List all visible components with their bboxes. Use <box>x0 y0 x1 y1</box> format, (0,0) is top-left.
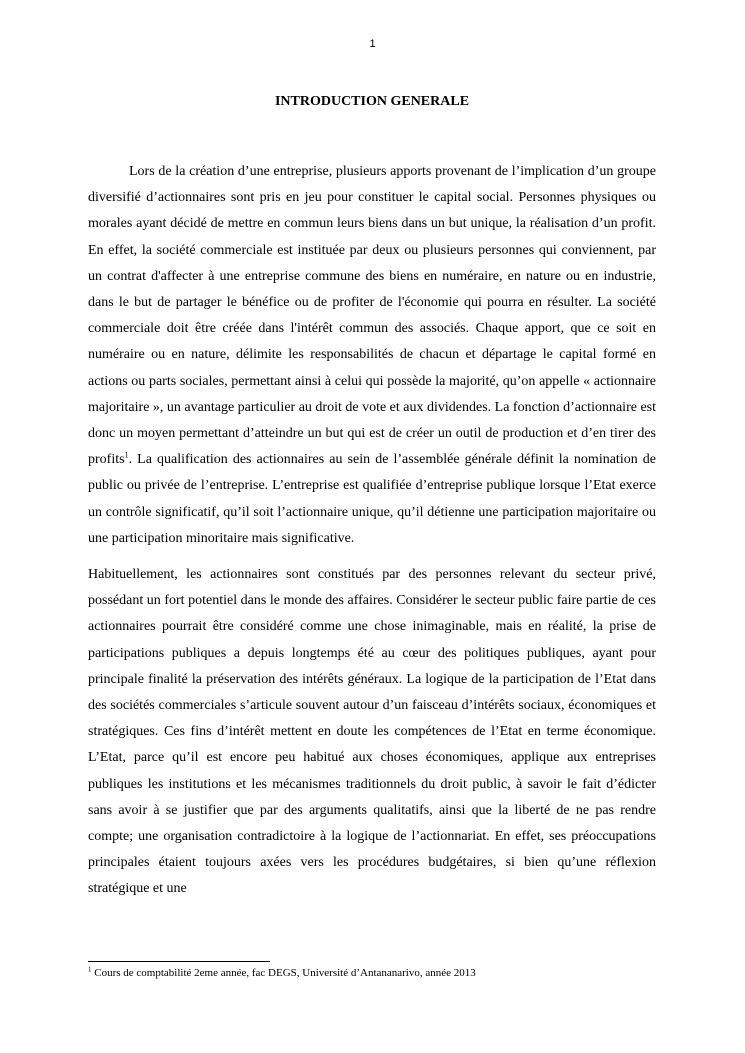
paragraph-2: Habituellement, les actionnaires sont constitués par des personnes relevant du secteur privé, possédant un fort potentiel dans le monde des affaires. Considérer le secteur public faire partie de ces actionnaires pourrait être considéré comme une chose inimaginable, mais en réalité, la prise de participations publiques a depuis longtemps été au cœur des politiques publiques, ayant pour principale finalité la préservation des intérêts généraux. La logique de la participation de l’Etat dans des sociétés commerciales s’articule souvent autour d’un faisceau d’intérêts sociaux, économiques et stratégiques. Ces fins d’intérêt mettent en doute les compétences de l’Etat en terme économique. L’Etat, parce qu’il est encore peu habitué aux choses économiques, applique aux entreprises publiques les institutions et les mécanismes traditionnels du droit public, à savoir le fait d’édicter sans avoir à se justifier que par des arguments qualitatifs, ainsi que la liberté de ne pas rendre compte; une organisation contradictoire à la logique de l’actionnariat. En effet, ses préoccupations principales étaient toujours axées vers les procédures budgétaires, si bien qu’une réflexion stratégique et une <box>88 567 656 897</box>
paragraph-1-text-continued: . La qualification des actionnaires au sein de l’assemblée générale définit la nomination de public ou privée de l’entreprise. L’entreprise est qualifiée d’entreprise publique lorsque l’Etat exerce un contrôle significatif, qu’il soit l’actionnaire unique, qu’il détienne une participation majoritaire ou une participation minoritaire mais significative. <box>88 452 656 546</box>
page-title: INTRODUCTION GENERALE <box>274 94 470 109</box>
footnote-text: Cours de comptabilité 2eme année, fac DEGS, Université d’Antananarivo, année 2013 <box>94 967 476 979</box>
body-text <box>88 159 656 903</box>
page-number: 1 <box>369 38 376 50</box>
footnote <box>88 966 656 980</box>
paragraph-1 <box>88 159 656 552</box>
footnote-reference[interactable]: 1 <box>124 450 129 460</box>
paragraph-1-text: Lors de la création d’une entreprise, plusieurs apports provenant de l’implication d’un groupe diversifié d’actionnaires sont pris en jeu pour constituer le capital social. Personnes physiques ou morales ayant décidé de mettre en commun leurs biens dans un but unique, la réalisation d’un profit. En effet, la société commerciale est instituée par deux ou plusieurs personnes qui conviennent, par un contrat d'affecter à une entreprise commune des biens en numéraire, en nature ou en industrie, dans le but de partager le bénéfice ou de profiter de l'économie qui pourra en résulter. La société commerciale doit être créée dans l'intérêt commun des associés. Chaque apport, que ce soit en numéraire ou en nature, délimite les responsabilités de chacun et départage le capital formé en actions ou parts sociales, permettant ainsi à celui qui possède la majorité, qu’on appelle « actionnaire majoritaire », un avantage particulier au droit de vote et aux dividendes. La fonction d’actionnaire est donc un moyen permettant d’atteindre un but qui est de créer un outil de production et d’en tirer des profits <box>88 164 656 468</box>
footnote-separator <box>88 961 270 962</box>
footnote-marker: 1 <box>88 965 92 974</box>
